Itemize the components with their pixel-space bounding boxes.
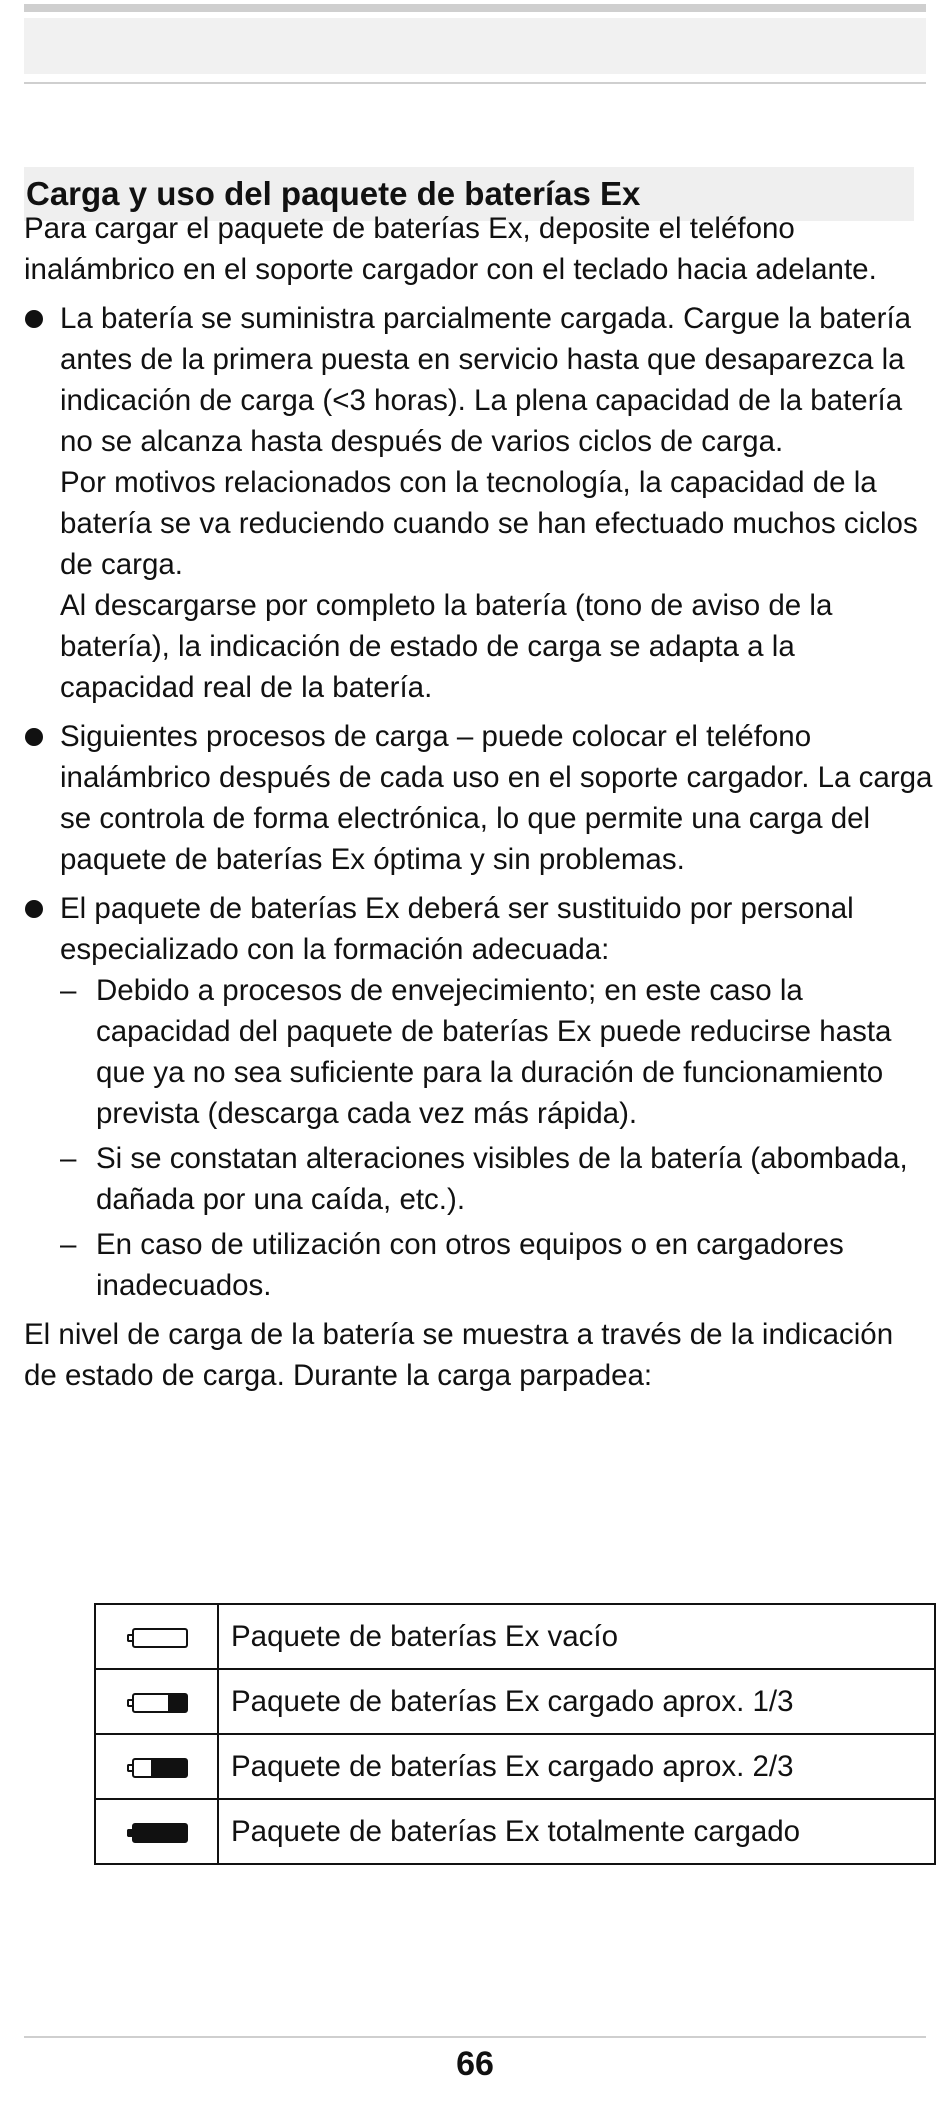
battery-status-label: Paquete de baterías Ex totalmente cargado [218,1799,935,1864]
bullet-text: Al descargarse por completo la batería (tono de aviso de la batería), la indicación de estado de carga se adapta a la capacidad real de la batería. [60,589,833,704]
header-band [24,18,926,74]
dash-item-text: Si se constatan alteraciones visibles de la batería (abombada, dañada por una caída, etc.). [96,1142,908,1216]
dash-item-text: En caso de utilización con otros equipos o en cargadores inadecuados. [96,1228,844,1302]
battery-two-thirds-icon [132,1758,188,1778]
dash-list [60,970,934,1306]
bullet-text: Por motivos relacionados con la tecnología, la capacidad de la batería se va reduciendo cuando se han efectuado muchos ciclos de carga. [60,466,918,581]
dash-item [60,970,934,1134]
table-row [95,1604,935,1669]
top-rule-thick [24,4,926,12]
dash-icon: – [60,1228,77,1261]
intro-paragraph: Para cargar el paquete de baterías Ex, deposite el teléfono inalámbrico en el soporte cargador con el teclado hacia adelante. [24,212,877,286]
bullet-dot-icon [25,310,43,328]
bullet-item-charging-process [24,716,934,880]
charge-level-paragraph: El nivel de carga de la batería se muestra a través de la indicación de estado de carga. Durante la carga parpadea: [24,1318,894,1392]
battery-full-icon [132,1823,188,1843]
battery-status-label: Paquete de baterías Ex cargado aprox. 1/3 [218,1669,935,1734]
bullet-dot-icon [25,728,43,746]
page-number: 66 [456,2045,494,2083]
table-row [95,1734,935,1799]
bullet-text: La batería se suministra parcialmente cargada. Cargue la batería antes de la primera puesta en servicio hasta que desaparezca la indicación de carga (<3 horas). La plena capacidad de la batería no se alcanza hasta después de varios ciclos de carga. [60,302,912,458]
table-row [95,1799,935,1864]
battery-empty-icon [132,1628,188,1648]
dash-item [60,1224,934,1306]
table-row [95,1669,935,1734]
bottom-rule [24,2036,926,2038]
dash-item-text: Debido a procesos de envejecimiento; en este caso la capacidad del paquete de baterías Ex puede reducirse hasta que ya no sea suficiente para la duración de funcionamiento prevista (descarga cada vez más rápida). [96,974,892,1130]
bullet-item-replacement [24,888,934,1306]
section-title: Carga y uso del paquete de baterías Ex [24,167,914,221]
battery-one-third-icon [132,1693,188,1713]
bullet-text: Siguientes procesos de carga – puede colocar el teléfono inalámbrico después de cada uso en el soporte cargador. La carga se controla de forma electrónica, lo que permite una carga del paquete de baterías Ex óptima y sin problemas. [60,720,933,876]
main-content [24,208,934,1396]
bullet-dot-icon [25,900,43,918]
bullet-text: El paquete de baterías Ex deberá ser sustituido por personal especializado con la formación adecuada: [60,892,854,966]
dash-icon: – [60,974,77,1007]
dash-item [60,1138,934,1220]
dash-icon: – [60,1142,77,1175]
bullet-list [24,298,934,1306]
bullet-item-battery-supply [24,298,934,708]
top-rule-thin [24,82,926,84]
battery-status-label: Paquete de baterías Ex vacío [218,1604,935,1669]
battery-status-label: Paquete de baterías Ex cargado aprox. 2/3 [218,1734,935,1799]
battery-status-table [94,1603,936,1865]
